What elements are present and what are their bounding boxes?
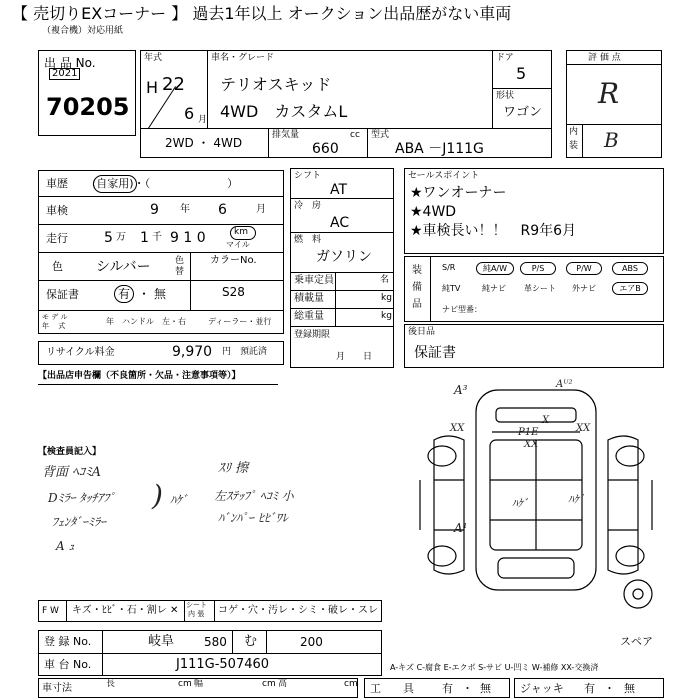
lot-number: 70205 [46, 93, 130, 121]
later-value: 保証書 [414, 345, 456, 361]
doors-label: ドア [496, 53, 514, 63]
mark-xx-left: XX [450, 423, 465, 434]
sales-point-2: ★4WD [410, 204, 457, 220]
mileage-sen-unit: 千 [152, 232, 162, 243]
inspection-label: 車検 [46, 204, 68, 217]
spare-label: スペア [620, 635, 653, 648]
mileage-rest: 9 1 0 [170, 230, 206, 246]
equip-tv: 純TV [442, 284, 461, 293]
fw-label: F W [42, 606, 59, 616]
interior-label-2: 装 [569, 141, 579, 151]
year-month-unit: 月 [198, 115, 208, 125]
drive-options: 2WD ・ 4WD [165, 136, 243, 150]
mark-xx-right: XX [576, 423, 591, 434]
equip-airbag: エアB [612, 282, 648, 295]
year-era: H [146, 78, 159, 97]
equip-navi: 純ナビ [482, 284, 506, 293]
inspector-note-right-2: 左ｽﾃｯﾌﾟ ﾍｺﾐ 小 [214, 489, 294, 503]
equip-sr: S/R [442, 263, 456, 272]
car-damage-diagram [404, 380, 664, 610]
registration-class: 580 [204, 635, 227, 649]
registration-number: 200 [300, 635, 323, 649]
load-unit: kg [381, 293, 392, 303]
handle-options: ハンドル 左・右 [122, 317, 186, 326]
dims-length-unit: cm [178, 679, 192, 689]
color-label: 色 [52, 260, 63, 273]
interior-label-1: 内 [569, 127, 579, 137]
equip-power-steering: P/S [520, 262, 556, 275]
later-label: 後日品 [408, 327, 436, 337]
fw-items: キズ・ﾋﾋﾞ・石・割レ ✕ [72, 605, 179, 616]
mileage-man: 5 [104, 230, 113, 246]
mileage-man-unit: 万 [116, 232, 126, 243]
fuel-label: 燃 料 [294, 235, 322, 245]
inspection-month-unit: 月 [256, 204, 266, 215]
model-grade: 4WD カスタムL [220, 102, 348, 121]
load-label: 積載量 [294, 293, 324, 304]
registration-place: 岐阜 [148, 634, 175, 649]
inspection-month: 6 [218, 202, 227, 218]
displacement-value: 660 [312, 141, 339, 157]
history-label: 車歴 [46, 177, 68, 190]
year-value: 22 [162, 74, 185, 95]
doors-value: 5 [516, 64, 527, 83]
seat-label-1: シート [186, 601, 207, 609]
score-label: 評 価 点 [588, 53, 621, 63]
interior-value: B [604, 128, 619, 152]
cooler-label: 冷 房 [294, 201, 322, 211]
displacement-label: 排気量 [272, 130, 300, 140]
subnote: （複合機）対応用紙 [42, 26, 124, 36]
chassis-label: 車 台 No. [44, 658, 92, 671]
inspection-year: 9 [150, 202, 159, 218]
body-type-value: ワゴン [503, 105, 543, 120]
color-code-label: カラーNo. [210, 255, 257, 266]
tools-no: 無 [480, 682, 491, 695]
year-label: 年式 [144, 53, 163, 63]
inspector-note-right-1: ｽﾘ 擦 [218, 461, 249, 476]
recycle-label: リサイクル料金 [46, 347, 115, 358]
fuel-value: ガソリン [316, 249, 372, 265]
recycle-value: 9,970 [172, 344, 213, 360]
model-year-label-2: 年 式 [42, 322, 66, 330]
equip-abs: ABS [612, 262, 648, 275]
history-options: (自家用)・（ ） [92, 177, 239, 190]
warranty-label: 保証書 [46, 288, 79, 301]
registration-label: 登 録 No. [44, 635, 92, 648]
dims-length: 長 [106, 679, 116, 689]
capacity-label: 乗車定員 [294, 275, 334, 286]
warranty-yes: 有 [118, 287, 131, 301]
tools-label: 工 具 [370, 682, 414, 695]
registration-kana: む [244, 634, 258, 649]
equip-power-window: P/W [566, 262, 602, 275]
gross-unit: kg [381, 311, 392, 321]
recycle-note: 預託済 [240, 347, 268, 357]
model-year-label-1: モ デ ル [42, 313, 68, 321]
mark-a1: A¹ [454, 521, 468, 535]
mileage-label: 走行 [46, 232, 68, 245]
body-type-label: 形状 [496, 91, 515, 101]
cooler-value: AC [330, 215, 350, 231]
recycle-unit: 円 [222, 347, 232, 357]
dims-height: 高 [278, 679, 288, 689]
mark-hage-right: ﾊｹﾞ [568, 493, 585, 506]
chassis-value: J111G-507460 [176, 657, 270, 672]
seat-items: コゲ・穴・汚レ・シミ・破レ・スレ [218, 605, 378, 616]
inspector-note-left-2: Dﾐﾗｰ ﾀｯﾁｱﾌﾟ [48, 491, 116, 505]
shift-label: シフト [294, 171, 322, 181]
damage-legend: A-キズ C-腐食 E-エクボ S-サビ U-凹ミ W-補修 XX-交換済 [390, 663, 599, 672]
dealer-options: ディーラー・並行 [208, 317, 272, 326]
reg-deadline-unit: 月 日 [336, 352, 373, 362]
equip-navi-model: ナビ型番： [442, 305, 482, 314]
score-value: R [598, 77, 620, 110]
inspector-bracket-note: ﾊｹﾞ [170, 493, 189, 507]
jack-yes: 有 [584, 682, 595, 695]
model-label: 車名・グレード [211, 53, 275, 63]
jack-no: 無 [624, 682, 635, 695]
mark-hage-center: ﾊｹﾞ [512, 497, 529, 510]
inspection-year-unit: 年 [180, 204, 190, 215]
dims-label: 車寸法 [42, 683, 72, 694]
model-code-label: 型式 [371, 130, 390, 140]
equip-leather: 革シート [524, 284, 556, 293]
equipment-label: 装備品 [412, 265, 422, 310]
inspector-note-left-1: 背面 ﾍｺﾐA [42, 465, 102, 480]
lot-year-code: 2021 [49, 68, 80, 80]
jack-label: ジャッキ [520, 682, 564, 695]
color-value: シルバー [96, 259, 151, 275]
color-code: S28 [222, 285, 245, 299]
inspector-label: 【検査員記入】 [38, 447, 102, 457]
mileage-unit-mile: マイル [226, 240, 250, 249]
sales-point-1: ★ワンオーナー [410, 185, 507, 201]
capacity-unit: 名 [380, 275, 390, 285]
color-change-label: 色替 [175, 256, 185, 277]
inspector-note-right-3: ﾊﾞﾝﾊﾟｰ ﾋﾋﾞﾜﾚ [218, 511, 288, 525]
banner-title: 【 売切りEXコーナー 】 過去1年以上 オークション出品歴がない車両 [12, 4, 512, 23]
dims-width: 幅 [194, 679, 204, 689]
seat-label-2: 内 張 [188, 610, 205, 618]
mark-p1e: P1E [518, 427, 539, 438]
shift-value: AT [330, 182, 348, 198]
sales-points-label: セールスポイント [408, 171, 480, 181]
sales-point-3: ★車検長い！！ R9年6月 [410, 223, 577, 239]
dims-width-unit: cm [262, 679, 276, 689]
tools-yes: 有 [442, 682, 453, 695]
mark-xx-center: XX [524, 439, 539, 450]
mileage-sen: 1 [140, 230, 149, 246]
inspector-note-left-4: A ｭ [56, 539, 75, 553]
model-year-unit: 年 [106, 317, 114, 326]
seller-note-label: 【出品店申告欄（不良箇所・欠品・注意事項等）】 [38, 371, 241, 381]
mark-au2: Aᵁ² [556, 379, 573, 390]
displacement-unit: cc [350, 130, 360, 140]
equip-alloy-wheel: 純A/W [476, 262, 514, 275]
reg-deadline-label: 登録期限 [294, 330, 331, 340]
mark-x: X [542, 415, 550, 426]
equip-ext-navi: 外ナビ [572, 284, 596, 293]
model-name: テリオスキッド [220, 75, 332, 94]
dims-height-unit: cm [344, 679, 358, 689]
year-month: 6 [184, 104, 195, 123]
mileage-unit-km: km [234, 227, 248, 237]
inspector-note-left-3: ﾌｪﾝﾀﾞｰﾐﾗｰ [52, 515, 107, 529]
mark-a3: A³ [454, 383, 468, 397]
gross-label: 総重量 [294, 311, 324, 322]
warranty-no: 無 [154, 287, 167, 301]
lot-venue: 出 品 No. [44, 56, 96, 70]
model-code-value: ABA －J111G [395, 141, 484, 157]
